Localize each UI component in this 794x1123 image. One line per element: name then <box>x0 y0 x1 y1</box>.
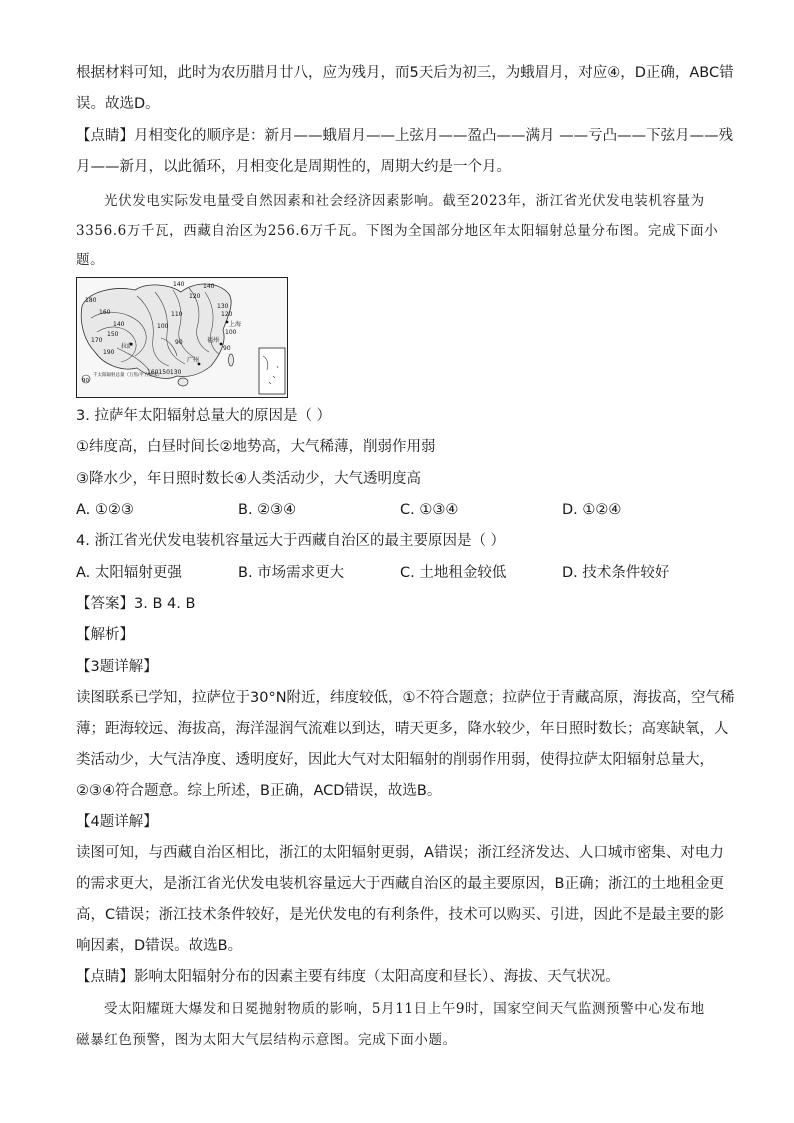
material-line: 受太阳耀斑大爆发和日冕抛射物质的影响，5月11日上午9时，国家空间天气监测预警中心发布地 <box>104 1001 705 1017</box>
detail-line: 高，C错误；浙江技术条件较好，是光伏发电的有利条件，技术可以购买、引进，因此不是最主要的影 <box>76 907 725 923</box>
map-label: 120 <box>189 293 201 300</box>
map-label: 福州 <box>207 337 220 344</box>
detail-line: 类活动少，大气洁净度、透明度好，因此大气对太阳辐射的削弱作用弱，使得拉萨太阳辐射总量大， <box>76 752 714 768</box>
map-label: 上海 <box>229 321 242 328</box>
paragraph-line: 误。故选D。 <box>76 96 160 112</box>
question-stem: 3. 拉萨年太阳辐射总量大的原因是（ ） <box>76 408 332 424</box>
detail-line: 响因素，D错误。故选B。 <box>76 938 243 954</box>
map-label: 140 <box>173 281 185 288</box>
map-label: 170 <box>91 337 103 344</box>
statement-line: ①纬度高，白昼时间长②地势高，大气稀薄，削弱作用弱 <box>76 439 436 455</box>
map-label: 130 <box>217 303 229 310</box>
tip-line: 【点睛】月相变化的顺序是：新月——蛾眉月——上弦月——盈凸——满月 ——亏凸——下弦月——残 <box>76 128 734 144</box>
map-label: 140 <box>203 283 215 290</box>
legend-text: 千太阳辐射总量（万焦/平方厘米） <box>93 373 163 378</box>
detail-line: ②③④符合题意。综上所述，B正确，ACD错误，故选B。 <box>76 783 442 799</box>
detail-line: 读图联系已学知，拉萨位于30°N附近，纬度较低，①不符合题意；拉萨位于青藏高原，海拔高，空气稀 <box>76 690 735 706</box>
answer-line: 【答案】3. B 4. B <box>76 596 196 612</box>
option-a: A. 太阳辐射更强 <box>76 565 182 581</box>
map-label: 110 <box>171 311 183 318</box>
map-label: 120 <box>221 311 233 318</box>
material-line: 光伏发电实际发电量受自然因素和社会经济因素影响。截至2023年，浙江省光伏发电装机容量为 <box>104 193 705 209</box>
map-label: 180 <box>85 297 97 304</box>
map-label: 140 <box>113 321 125 328</box>
map-label: 广州 <box>187 357 200 364</box>
map-label: 100 <box>157 323 169 330</box>
option-d: D. 技术条件较好 <box>562 565 670 581</box>
map-label: 160 <box>99 309 111 316</box>
map-label: 90 <box>175 339 183 346</box>
map-label: 90 <box>223 345 231 352</box>
map-label: 160150130 <box>147 369 182 376</box>
material-line: 3356.6万千瓦，西藏自治区为256.6万千瓦。下图为全国部分地区年太阳辐射总量分布图。完成下面小 <box>76 223 719 239</box>
tip-line: 月——新月，以此循环，月相变化是周期性的，周期大约是一个月。 <box>76 159 511 175</box>
detail-line: 读图可知，与西藏自治区相比，浙江的太阳辐射更弱，A错误；浙江经济发达、人口城市密集、对电力 <box>76 845 724 861</box>
material-line: 题。 <box>76 252 105 268</box>
map-label: 100 <box>225 329 237 336</box>
option-a: A. ①②③ <box>76 502 134 518</box>
detail-heading: 【3题详解】 <box>76 659 158 675</box>
map-label: 拉萨 <box>121 343 134 350</box>
question-stem: 4. 浙江省光伏发电装机容量远大于西藏自治区的最主要原因是（ ） <box>76 533 506 549</box>
option-c: C. 土地租金较低 <box>400 565 507 581</box>
option-c: C. ①③④ <box>400 502 459 518</box>
map-label: 150 <box>107 331 119 338</box>
legend-value: 90 <box>82 378 89 384</box>
material-line: 磁暴红色预警，图为太阳大气层结构示意图。完成下面小题。 <box>76 1032 457 1048</box>
paragraph-line: 根据材料可知，此时为农历腊月廿八，应为残月，而5天后为初三，为蛾眉月，对应④，D正确，ABC错 <box>76 65 734 81</box>
option-d: D. ①②④ <box>562 502 622 518</box>
analysis-heading: 【解析】 <box>76 627 134 643</box>
detail-line: 的需求更大，是浙江省光伏发电装机容量远大于西藏自治区的最主要原因，B正确；浙江的土地租金更 <box>76 876 724 892</box>
detail-line: 薄；距海较远、海拔高，海洋湿润气流难以到达，晴天更多，降水较少，年日照时数长；高寒缺氧，人 <box>76 721 729 737</box>
detail-heading: 【4题详解】 <box>76 814 158 830</box>
map-label: 190 <box>103 349 115 356</box>
option-b: B. 市场需求更大 <box>238 565 345 581</box>
solar-radiation-map <box>76 277 288 398</box>
option-b: B. ②③④ <box>238 502 297 518</box>
map-graphic <box>77 278 287 397</box>
tip-line: 【点睛】影响太阳辐射分布的因素主要有纬度（太阳高度和昼长）、海拔、天气状况。 <box>76 969 620 985</box>
statement-line: ③降水少，年日照时数长④人类活动少，大气透明度高 <box>76 471 421 487</box>
